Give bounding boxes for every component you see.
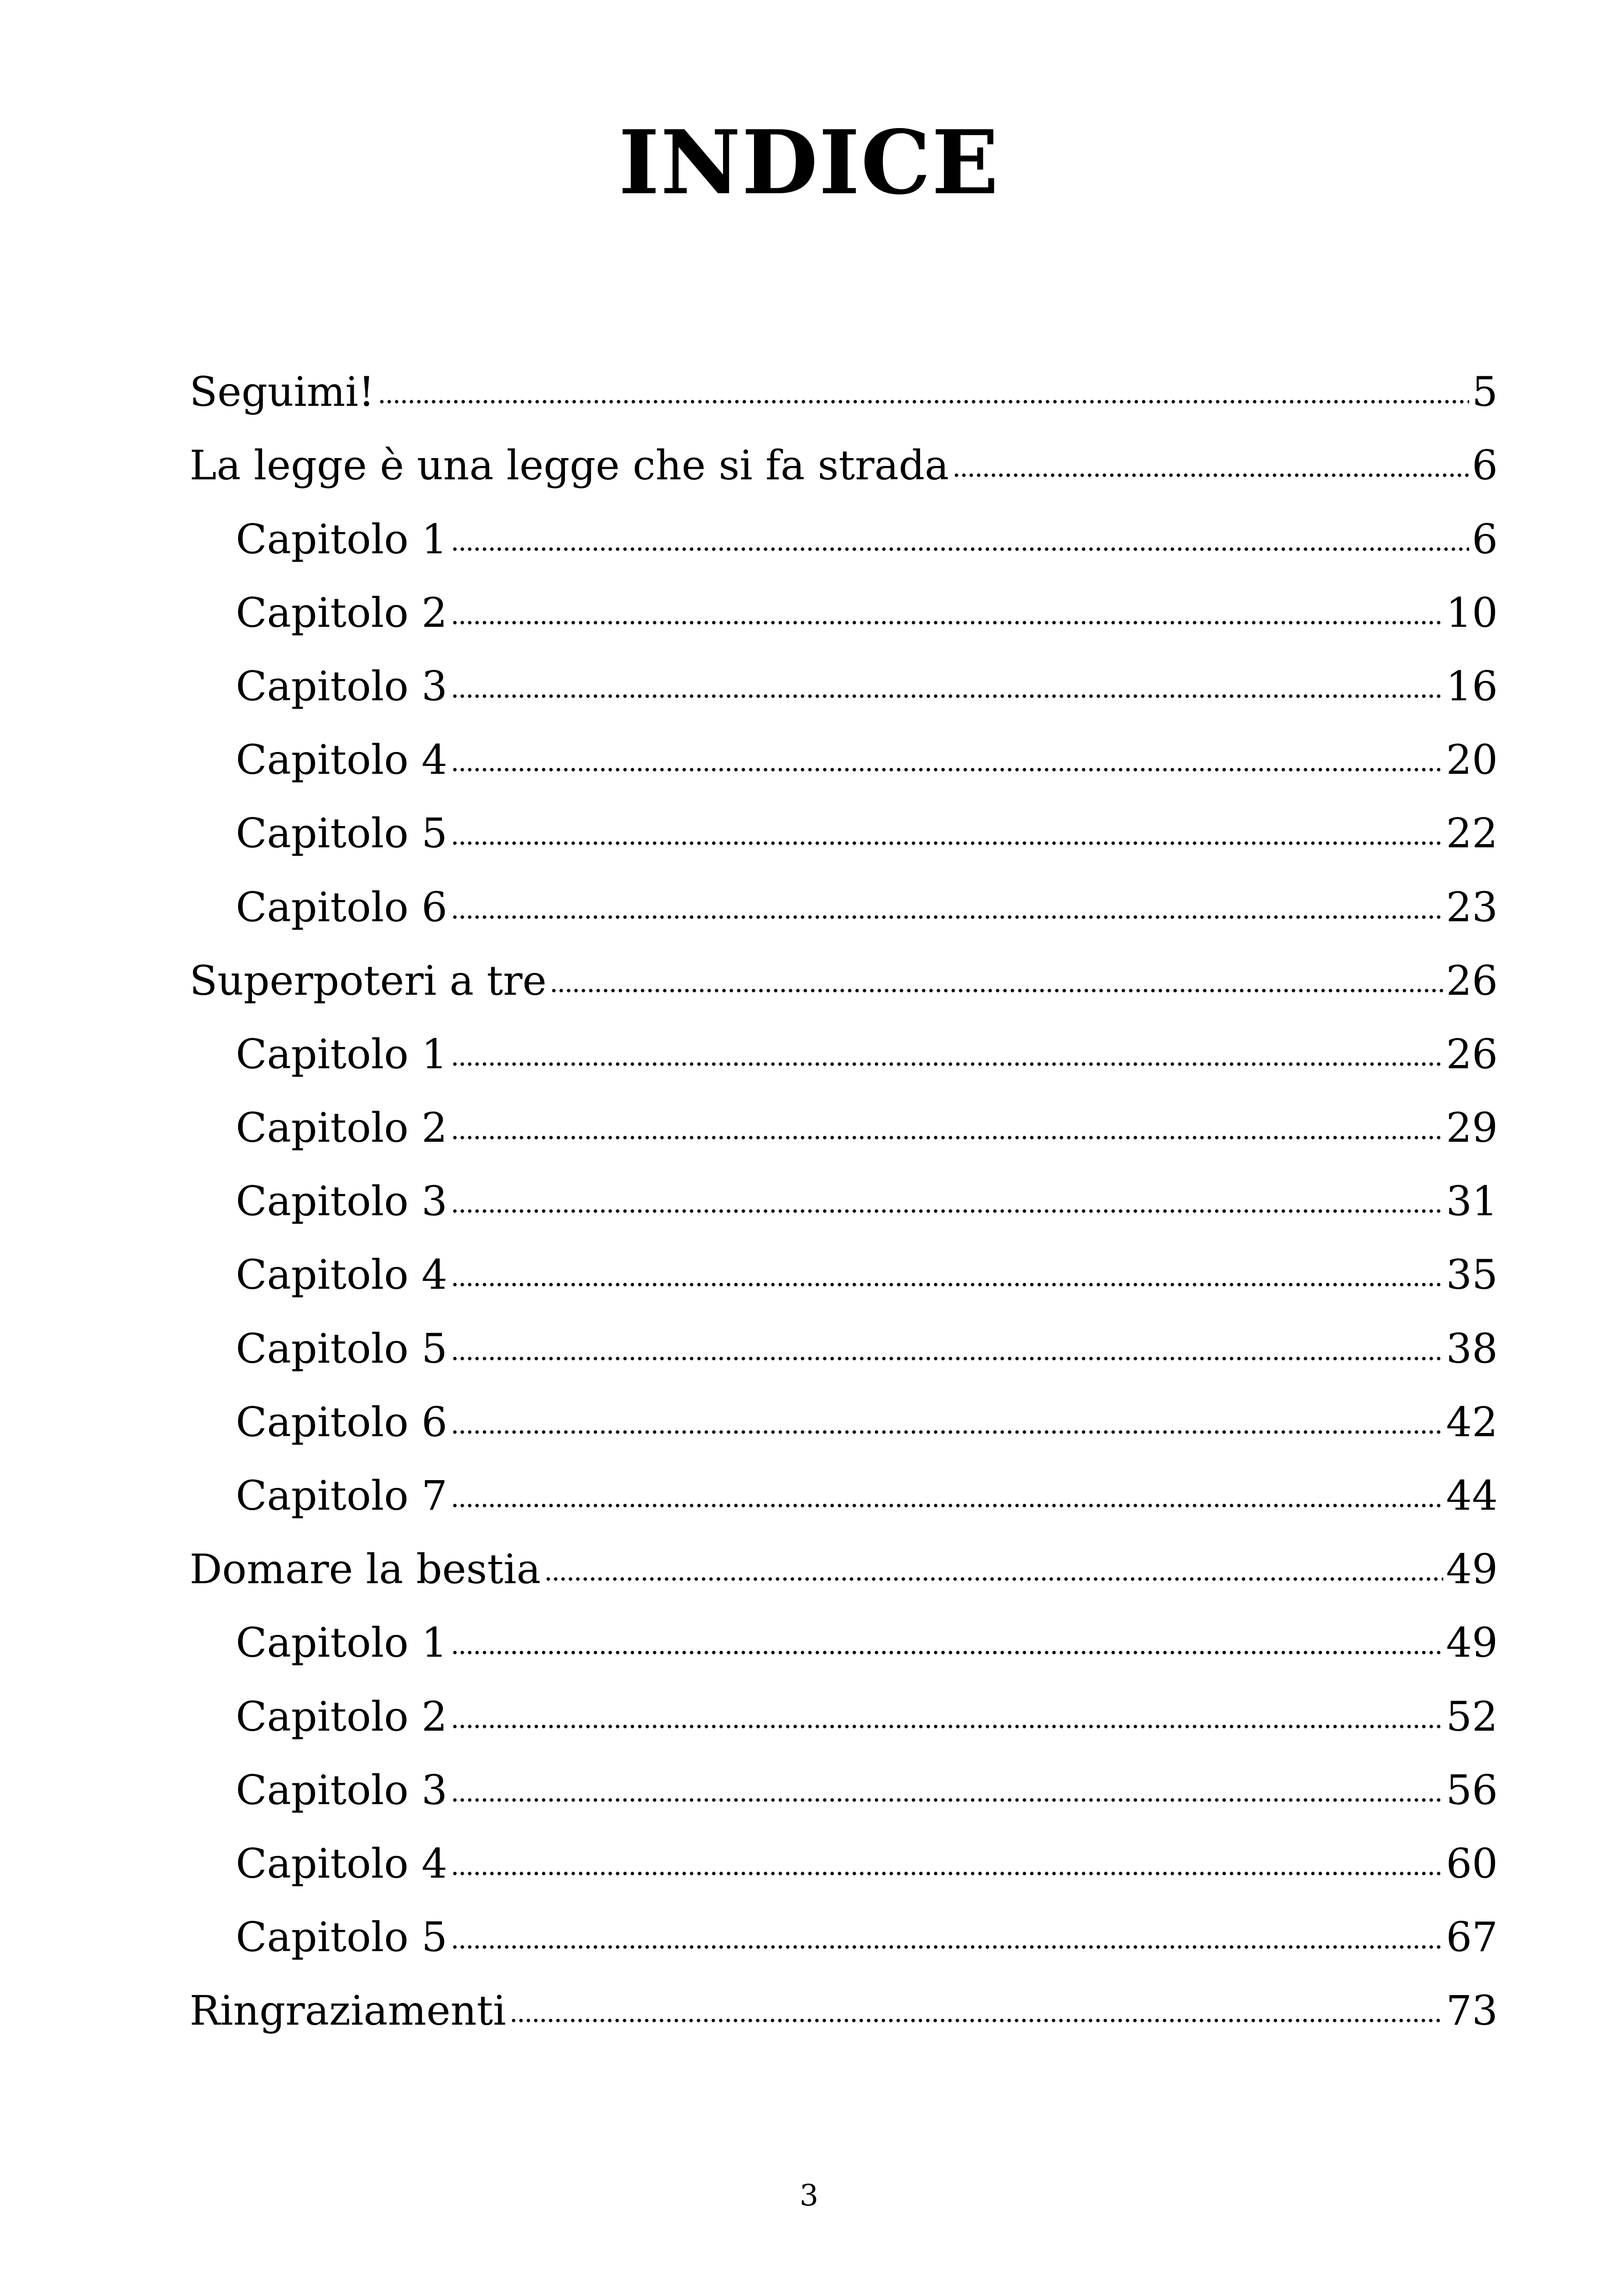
toc-entry-label: Capitolo 4 bbox=[236, 1839, 447, 1887]
toc-entry-page: 6 bbox=[1472, 515, 1498, 563]
toc-subentry bbox=[190, 490, 1498, 563]
dot-leader bbox=[451, 546, 1469, 552]
toc-entry bbox=[190, 1961, 1498, 2035]
dot-leader bbox=[451, 1944, 1443, 1950]
toc-subentry bbox=[190, 1593, 1498, 1667]
dot-leader bbox=[451, 840, 1443, 846]
toc-subentry bbox=[190, 1888, 1498, 1961]
toc-entry-label: Capitolo 5 bbox=[236, 1324, 447, 1372]
toc-entry-label: La legge è una legge che si fa strada bbox=[190, 441, 949, 490]
toc-entry-label: Capitolo 1 bbox=[236, 1030, 447, 1078]
toc-entry-label: Capitolo 3 bbox=[236, 1766, 447, 1814]
dot-leader bbox=[451, 1134, 1443, 1141]
dot-leader bbox=[451, 1649, 1443, 1656]
dot-leader bbox=[510, 2017, 1443, 2024]
toc-entry bbox=[190, 931, 1498, 1005]
toc-subentry bbox=[190, 857, 1498, 931]
toc-entry-label: Ringraziamenti bbox=[190, 1987, 506, 2035]
toc-subentry bbox=[190, 1814, 1498, 1888]
dot-leader bbox=[451, 1061, 1443, 1067]
toc-subentry bbox=[190, 1446, 1498, 1520]
dot-leader bbox=[451, 1281, 1443, 1288]
toc-entry-page: 49 bbox=[1446, 1619, 1498, 1667]
toc-entry-label: Capitolo 3 bbox=[236, 1177, 447, 1225]
toc-entry-page: 35 bbox=[1446, 1251, 1498, 1299]
toc-entry-page: 16 bbox=[1446, 662, 1498, 710]
dot-leader bbox=[451, 1797, 1443, 1803]
toc-entry-page: 23 bbox=[1446, 883, 1498, 931]
dot-leader bbox=[451, 693, 1443, 699]
toc-entry-label: Capitolo 4 bbox=[236, 736, 447, 784]
dot-leader bbox=[378, 398, 1469, 405]
toc-entry-page: 73 bbox=[1446, 1987, 1498, 2035]
toc-entry-page: 44 bbox=[1446, 1472, 1498, 1519]
toc-entry-page: 38 bbox=[1446, 1324, 1498, 1372]
toc-entry-label: Capitolo 4 bbox=[236, 1251, 447, 1299]
dot-leader bbox=[451, 1723, 1443, 1730]
toc-entry-page: 60 bbox=[1446, 1839, 1498, 1887]
toc-entry-label: Capitolo 1 bbox=[236, 515, 447, 563]
toc-entry-label: Capitolo 5 bbox=[236, 809, 447, 857]
toc-subentry bbox=[190, 1225, 1498, 1299]
page-number: 3 bbox=[799, 2179, 819, 2213]
toc-entry-page: 67 bbox=[1446, 1913, 1498, 1961]
toc-entry-label: Capitolo 6 bbox=[236, 883, 447, 931]
toc-entry-page: 42 bbox=[1446, 1398, 1498, 1446]
toc-entry-page: 49 bbox=[1446, 1545, 1498, 1593]
dot-leader bbox=[451, 766, 1443, 773]
dot-leader bbox=[953, 472, 1469, 478]
dot-leader bbox=[451, 619, 1443, 626]
page-title: INDICE bbox=[618, 111, 1000, 214]
toc-entry-page: 20 bbox=[1446, 736, 1498, 784]
toc-entry-page: 29 bbox=[1446, 1104, 1498, 1152]
toc-entry-label: Capitolo 1 bbox=[236, 1619, 447, 1667]
toc-entry-label: Capitolo 6 bbox=[236, 1398, 447, 1446]
toc-subentry bbox=[190, 784, 1498, 857]
dot-leader bbox=[451, 1429, 1443, 1435]
toc-entry-page: 26 bbox=[1446, 956, 1498, 1004]
toc-entry bbox=[190, 416, 1498, 490]
toc-entry-label: Capitolo 2 bbox=[236, 1104, 447, 1152]
toc-subentry bbox=[190, 1667, 1498, 1740]
toc-subentry bbox=[190, 637, 1498, 710]
toc-subentry bbox=[190, 1152, 1498, 1225]
toc-entry-label: Capitolo 2 bbox=[236, 1692, 447, 1740]
dot-leader bbox=[545, 1576, 1443, 1582]
toc-entry-page: 6 bbox=[1472, 441, 1498, 490]
toc-subentry bbox=[190, 1005, 1498, 1078]
toc-subentry bbox=[190, 563, 1498, 637]
dot-leader bbox=[451, 914, 1443, 920]
toc-subentry bbox=[190, 710, 1498, 784]
toc-entry-page: 10 bbox=[1446, 588, 1498, 637]
dot-leader bbox=[550, 987, 1443, 994]
toc-entry-label: Capitolo 2 bbox=[236, 588, 447, 637]
toc-entry-page: 31 bbox=[1446, 1177, 1498, 1225]
toc-subentry bbox=[190, 1299, 1498, 1372]
toc-entry bbox=[190, 1520, 1498, 1593]
toc-subentry bbox=[190, 1373, 1498, 1446]
dot-leader bbox=[451, 1208, 1443, 1214]
toc-entry-label: Capitolo 7 bbox=[236, 1472, 447, 1519]
toc-entry-page: 56 bbox=[1446, 1766, 1498, 1814]
toc-entry-page: 5 bbox=[1472, 368, 1498, 416]
toc-entry-label: Seguimi! bbox=[190, 368, 375, 416]
toc-entry-page: 22 bbox=[1446, 809, 1498, 857]
toc-entry-label: Capitolo 3 bbox=[236, 662, 447, 710]
toc-entry-page: 26 bbox=[1446, 1030, 1498, 1078]
toc-entry-label: Capitolo 5 bbox=[236, 1913, 447, 1961]
toc-entry-page: 52 bbox=[1446, 1692, 1498, 1740]
dot-leader bbox=[451, 1502, 1443, 1509]
dot-leader bbox=[451, 1870, 1443, 1877]
toc-subentry bbox=[190, 1078, 1498, 1152]
toc-entry-label: Superpoteri a tre bbox=[190, 956, 547, 1004]
toc-subentry bbox=[190, 1741, 1498, 1814]
table-of-contents bbox=[190, 343, 1498, 2035]
toc-entry-label: Domare la bestia bbox=[190, 1545, 541, 1593]
toc-entry bbox=[190, 343, 1498, 416]
dot-leader bbox=[451, 1355, 1443, 1362]
